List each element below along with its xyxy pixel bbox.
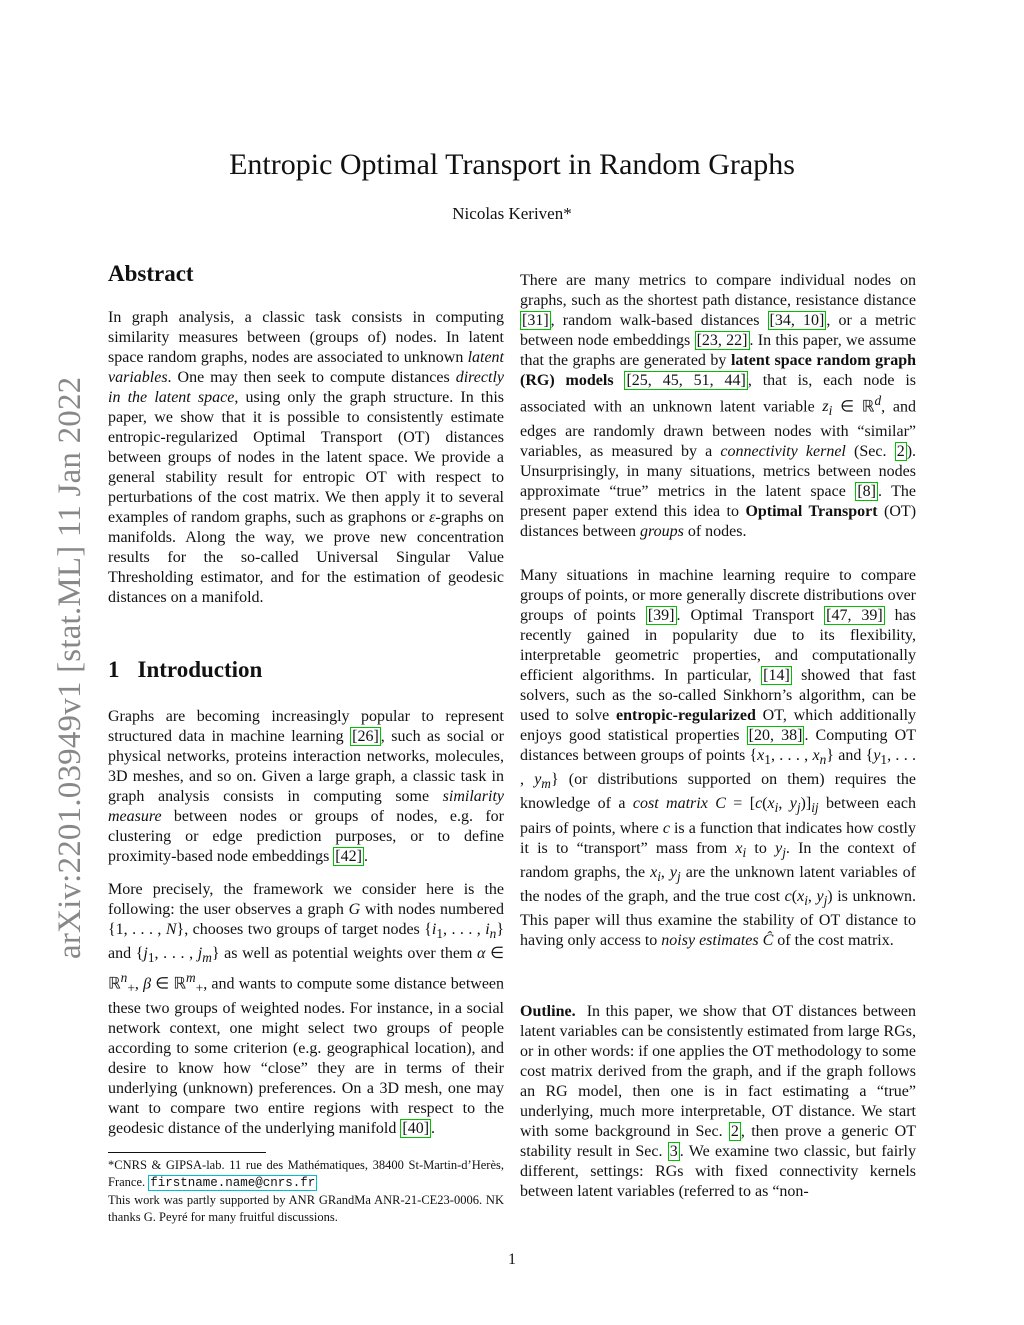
citation-link[interactable]: [23, 22]: [696, 332, 748, 349]
footnote-rule: [108, 1152, 266, 1153]
citation-link[interactable]: [26]: [352, 728, 379, 745]
intro-paragraph-1: Graphs are becoming increasingly popular to represent structured data in machine learning [26] , such as social or physical networks, proteins interaction networks, molecules, 3D meshes, and so on. Given a large graph, a classic task in graph analysis consists in computing some similarity measure between nodes or groups of nodes, e.g. for clustering or edge prediction purposes, or to define proximity-based node embeddings [42] .: [108, 708, 505, 865]
citation-link[interactable]: [34, 10]: [769, 312, 825, 329]
page-number: 1: [508, 1251, 516, 1268]
intro-paragraph-3: There are many metrics to compare individual nodes on graphs, such as the shortest path distance, resistance distance [31] , random walk-based distances [34, 10] , or a metric between node embeddings [23, 22] . In this paper, we assume that the graphs are generated by latent space random graph (RG) models [25, 45, 51, 44] , that is, each node is associated with an unknown latent variable $z_i$ ∈ ℝ$^d$, and edges are randomly drawn between nodes with “similar” variables, as measured by a connectivity kernel (Sec. 2 ). Unsurprisingly, in many situations, metrics between nodes approximate “true” metrics in the latent space [8] . The present paper extend this idea to Optimal Transport (OT) distances between groups of nodes.: [520, 272, 917, 540]
author-email-link[interactable]: firstname.name@cnrs.fr: [150, 1176, 316, 1190]
section-heading-introduction: 1 Introduction: [108, 657, 263, 682]
citation-link[interactable]: [40]: [402, 1119, 430, 1137]
section-link[interactable]: 2: [730, 1123, 739, 1140]
footnote: *CNRS & GIPSA-lab. 11 rue des Mathématiques, 38400 St-Martin-d’Herès, France. firstname.name@cnrs.fr This work was partly supported by ANR GRandMa ANR-21-CE23-0006. NK thanks G. Peyré for many fruitful discussions.: [108, 1158, 504, 1224]
intro-paragraph-4: Many situations in machine learning require to compare groups of points, or more generally discrete distributions over groups of points [39] . Optimal Transport [47, 39] has recently gained in popularity due to its flexibility, interpretable geometric properties, and computationally efficient algorithms. In particular, [14] showed that fast solvers, such as the so-called Sinkhorn’s algorithm, can be used to solve entropic-regularized OT, which additionally enjoys good statistical properties [20, 38] . Computing OT distances between groups of points {$x_1$, . . . , $x_n$} and {$y_1$, . . . , $y_m$} (or distributions supported on them) requires the knowledge of a cost matrix $C = [c(x_i$, $y_j)]_{ij}$ between each pairs of points, where c is a function that indicates how costly it is to “transport” mass from $x_i$ to $y_j$. In the context of random graphs, the $x_i$, $y_j$ are the unknown latent variables of the nodes of the graph, and the true cost $c(x_i$, $y_j$) is unknown. This paper will thus examine the stability of OT distance to having only access to noisy estimates Ĉ of the cost matrix.: [520, 567, 917, 950]
paper-title: Entropic Optimal Transport in Random Graphs: [229, 148, 795, 181]
arxiv-side-stamp: [52, 349, 88, 959]
section-link[interactable]: 2: [896, 442, 905, 460]
citation-link[interactable]: [8]: [857, 482, 876, 500]
arxiv-identifier: arXiv:2201.03949v1 [stat.ML] 11 Jan 2022: [52, 376, 88, 959]
outline-paragraph: Outline. In this paper, we show that OT distances between latent variables can be consistently estimated from large RGs, or in other words: if one applies the OT methodology to some cost matrix derived from the graph, and if the graph follows an RG model, then one is in fact estimating a “true” underlying, much more interpretable, OT distance. We start with some background in Sec. 2 , then prove a generic OT stability result in Sec. 3 . We examine two classic, but fairly different, settings: RGs with fixed connectivity kernels between latent variables (referred to as “non-: [520, 1003, 917, 1200]
citation-link[interactable]: [25, 45, 51, 44]: [626, 372, 746, 389]
citation-link[interactable]: [14]: [763, 667, 790, 684]
abstract-heading: Abstract: [108, 261, 194, 286]
citation-link[interactable]: [47, 39]: [826, 607, 883, 624]
intro-paragraph-2: More precisely, the framework we consider here is the following: the user observes a graph G with nodes numbered {1, . . . , N}, chooses two groups of target nodes {$i_1$, . . . , $i_n$} and {$j_1$, . . . , $j_m$} as well as potential weights over them α ∈ ℝ$^n_+$, β ∈ ℝ$^m_+$, and wants to compute some distance between these two groups of weighted nodes. For instance, in a social network context, one might select two groups of people according to some criterion (e.g. geographical location), and desire to know how “close” they are in terms of their underlying (unknown) preferences. On a 3D mesh, one may want to compare two entire regions with respect to the geodesic distance of the underlying manifold [40] .: [108, 881, 505, 1137]
citation-link[interactable]: [39]: [647, 607, 675, 624]
abstract-text: In graph analysis, a classic task consists in computing similarity measures between (groups of) nodes. In latent space random graphs, nodes are associated to unknown latent variables. One may then seek to compute distances directly in the latent space, using only the graph structure. In this paper, we show that it is possible to consistently estimate entropic-regularized Optimal Transport (OT) distances between groups of nodes in the latent space. We provide a general stability result for entropic OT with respect to perturbations of the cost matrix. We then apply it to several examples of random graphs, such as graphons or ε-graphs on manifolds. Along the way, we prove new concentration results for the so-called Universal Singular Value Thresholding estimator, and for the estimation of geodesic distances on a manifold.: [108, 309, 505, 606]
citation-link[interactable]: [42]: [335, 848, 362, 865]
author-name: Nicolas Keriven*: [452, 204, 572, 223]
abstract-body: [108, 308, 504, 608]
citation-link[interactable]: [20, 38]: [748, 727, 803, 744]
outline-label: Outline.: [520, 1003, 576, 1020]
citation-link[interactable]: [31]: [522, 312, 549, 329]
section-link[interactable]: 3: [669, 1143, 678, 1160]
